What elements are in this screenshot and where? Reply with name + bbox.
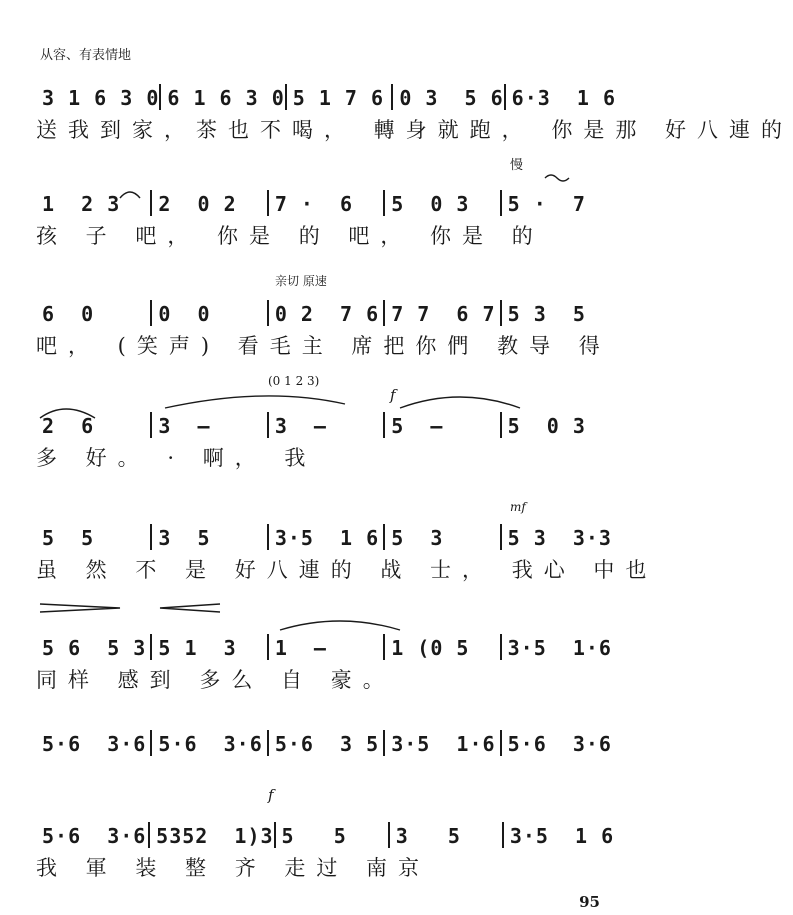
slur bbox=[40, 409, 95, 418]
measure: 3·5 1 6 bbox=[274, 526, 380, 550]
measure: 0 0 bbox=[158, 302, 211, 326]
measure: 7 7 6 7 bbox=[391, 302, 496, 326]
measure: 5 3 bbox=[391, 526, 444, 550]
lyrics-line: 多 好。 · 啊， 我 bbox=[36, 446, 317, 470]
measure: 5·6 3·6 bbox=[42, 824, 147, 848]
measure: 5·6 3·6 bbox=[158, 732, 263, 756]
measure: 1 (0 5 bbox=[391, 636, 470, 660]
crescendo-hairpin bbox=[160, 604, 220, 612]
measure: 3 5 bbox=[395, 824, 461, 848]
lyrics-line: 虽 然 不 是 好八連的 战 士， 我心 中也 bbox=[36, 558, 658, 582]
lyrics-line: 我 軍 装 整 齐 走过 南京 bbox=[36, 856, 431, 880]
measure: 5·6 3·6 bbox=[42, 732, 147, 756]
measure: 5 6 5 3 bbox=[42, 636, 147, 660]
measure: 5 3 5 bbox=[507, 302, 586, 326]
measure: 5 5 bbox=[281, 824, 347, 848]
measure: 5 0 3 bbox=[507, 414, 586, 438]
lyrics-line: 吧， (笑声) 看毛主 席把你們 教导 得 bbox=[36, 334, 611, 358]
measure: 2 6 bbox=[42, 414, 95, 438]
tempo-marking: 从容、有表情地 bbox=[40, 48, 132, 63]
measure: 3 – bbox=[158, 414, 211, 438]
measure: 5 5 bbox=[42, 526, 95, 550]
measure: 0 2 7 6 bbox=[274, 302, 380, 326]
slur bbox=[120, 192, 140, 198]
measure: 2 0 2 bbox=[158, 192, 237, 216]
lyrics-line: 孩 子 吧， 你是 的 吧， 你是 的 bbox=[36, 224, 544, 248]
measure: 6·3 1 6 bbox=[511, 86, 616, 110]
slur bbox=[400, 397, 520, 408]
dynamic-forte: f bbox=[390, 386, 396, 404]
measure: 5·6 3·6 bbox=[507, 732, 612, 756]
measure: 5·6 3 5 bbox=[274, 732, 380, 756]
measure: 5 3 3·3 bbox=[507, 526, 612, 550]
measure: 6 1 6 3 0 bbox=[167, 86, 285, 110]
measure: 5 · 7 bbox=[507, 192, 586, 216]
measure: 3 1 6 3 0 bbox=[42, 86, 160, 110]
measure: 6 0 bbox=[42, 302, 95, 326]
measure: 3·5 1 6 bbox=[509, 824, 615, 848]
dynamic-mezzo-forte: mf bbox=[510, 500, 526, 514]
slow-marking: 慢 bbox=[510, 158, 524, 173]
measure: 5 – bbox=[391, 414, 444, 438]
parenthetical-notes: (0 1 2 3) bbox=[268, 374, 320, 388]
measure: 3·5 1·6 bbox=[507, 636, 612, 660]
slur bbox=[165, 396, 345, 408]
measure: 1 – bbox=[274, 636, 327, 660]
measure: 5 0 3 bbox=[391, 192, 470, 216]
tempo-change-marking: 亲切 原速 bbox=[275, 274, 327, 288]
diminuendo-hairpin bbox=[40, 604, 120, 612]
measure: 5 1 7 6 bbox=[292, 86, 385, 110]
lyrics-line: 送我到家，茶也不喝， 轉身就跑， 你是那 好八連的 bbox=[36, 118, 793, 142]
measure: 5 1 3 bbox=[158, 636, 237, 660]
measure: 5352 1)3 bbox=[156, 824, 274, 848]
slur bbox=[280, 621, 400, 630]
measure: 3·5 1·6 bbox=[391, 732, 496, 756]
slow-tilde bbox=[545, 175, 569, 181]
measure: 0 3 5 6 bbox=[399, 86, 504, 110]
measure: 3 – bbox=[274, 414, 327, 438]
page-number: 95 bbox=[579, 893, 600, 911]
dynamic-forte-2: f bbox=[268, 786, 274, 804]
measure: 7 · 6 bbox=[274, 192, 354, 216]
lyrics-line: 同样 感到 多么 自 豪。 bbox=[36, 668, 395, 692]
measure: 3 5 bbox=[158, 526, 211, 550]
measure: 1 2 3 bbox=[42, 192, 121, 216]
